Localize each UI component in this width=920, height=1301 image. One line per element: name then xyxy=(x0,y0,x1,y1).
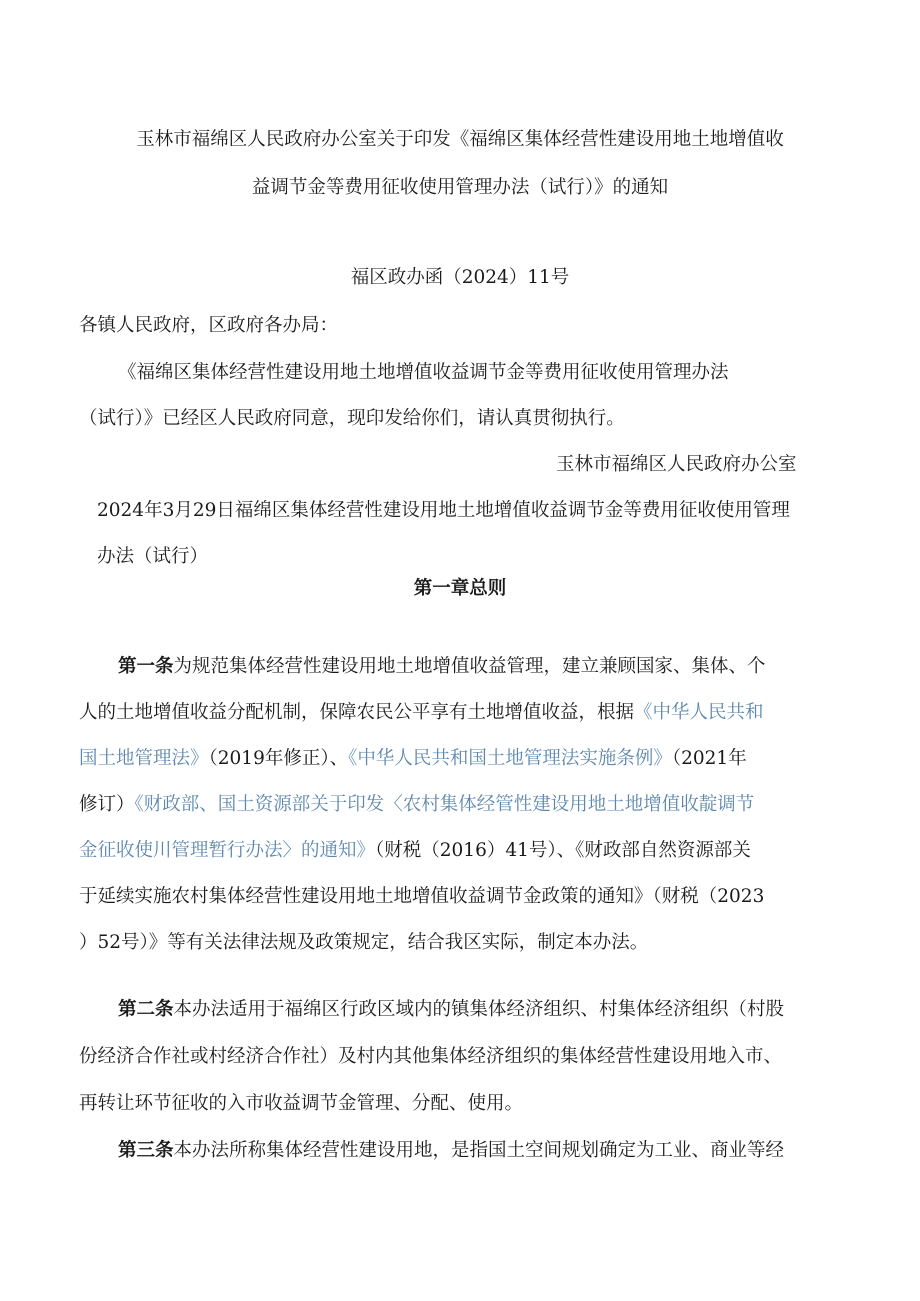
article-1-text: 人的土地增值收益分配机制，保障农民公平享有土地增值收益，根据 xyxy=(79,702,635,723)
doc-number: 福区政办函（2024）11号 xyxy=(350,267,570,288)
chapter-heading: 第一章总则 xyxy=(413,578,507,599)
article-1-line-7: ）52号）》等有关法律法规及政策规定，结合我区实际，制定本办法。 xyxy=(79,932,649,953)
date-title-line-1: 2024年3月29日福绵区集体经营性建设用地土地增值收益调节金等费用征收使用管理 xyxy=(97,500,790,521)
article-1-line-2 xyxy=(79,701,764,725)
law-link-land-management-act[interactable]: 《中华人民共和 xyxy=(634,702,764,723)
article-3-text: 本办法所称集体经营性建设用地，是指国土空间规划确定为工业、商业等经 xyxy=(173,1140,785,1161)
article-3-label: 第三条 xyxy=(118,1140,174,1161)
law-link-ministry-notice-cont[interactable]: 金征收使川管理暂行办法〉的通知》 xyxy=(79,840,376,861)
article-2-line-1 xyxy=(118,998,784,1022)
article-3-line-1 xyxy=(118,1139,784,1163)
article-1-line-1 xyxy=(118,655,766,679)
article-1-text: 为规范集体经营性建设用地土地增值收益管理，建立兼顾国家、集体、个 xyxy=(173,656,766,677)
article-1-text: 修订） xyxy=(79,794,135,815)
article-1-line-6: 于延续实施农村集体经营性建设用地土地增值收益调节金政策的通知》（财税（2023 xyxy=(79,886,765,907)
article-1-line-4 xyxy=(79,793,754,817)
intro-line-1: 《福绵区集体经营性建设用地土地增值收益调节金等费用征收使用管理办法 xyxy=(118,362,729,383)
date-title-line-2: 办法（试行） xyxy=(97,546,209,567)
doc-title-line-1: 玉林市福绵区人民政府办公室关于印发《福绵区集体经营性建设用地土地增值收 xyxy=(136,129,784,150)
article-1-text: （2019年修正）、 xyxy=(208,748,349,769)
article-2-text: 本办法适用于福绵区行政区域内的镇集体经济组织、村集体经济组织（村股 xyxy=(173,999,785,1020)
article-1-line-3 xyxy=(79,747,747,771)
signature: 玉林市福绵区人民政府办公室 xyxy=(556,454,797,475)
law-link-ministry-notice[interactable]: 《财政部、国土资源部关于印发〈农村集体经管性建设用地土地增值收靛调节 xyxy=(134,794,755,815)
article-2-line-2: 份经济合作社或村经济合作社）及村内其他集体经济组织的集体经营性建设用地入市、 xyxy=(79,1046,783,1067)
article-1-line-5 xyxy=(79,839,751,863)
law-link-land-management-act-cont[interactable]: 国土地管理法》 xyxy=(79,748,209,769)
intro-line-2: （试行）》已经区人民政府同意，现印发给你们，请认真贯彻执行。 xyxy=(79,408,625,429)
article-2-line-3: 再转让环节征收的入市收益调节金管理、分配、使用。 xyxy=(79,1093,524,1114)
addressee: 各镇人民政府，区政府各办局： xyxy=(79,315,339,336)
article-1-text: （财税（2016）41号）、《财政部自然资源部关 xyxy=(375,840,751,861)
article-2-label: 第二条 xyxy=(118,999,174,1020)
article-1-label: 第一条 xyxy=(118,656,174,677)
article-1-text: （2021年 xyxy=(671,748,747,769)
doc-title-line-2: 益调节金等费用征收使用管理办法（试行）》的通知 xyxy=(251,177,669,198)
law-link-land-management-regulation[interactable]: 《中华人民共和国土地管理法实施条例》 xyxy=(348,748,672,769)
